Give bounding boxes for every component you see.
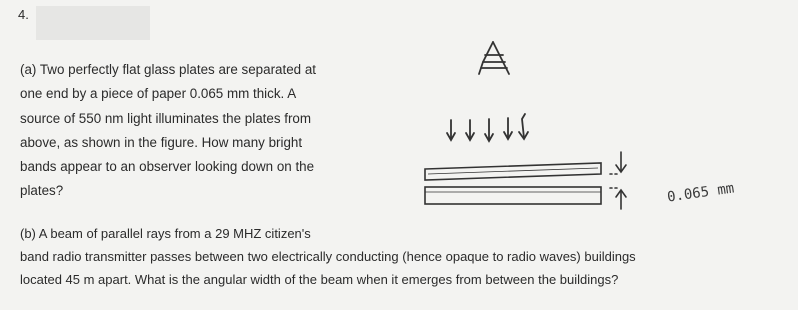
part-a-text bbox=[20, 58, 380, 204]
light-arrow bbox=[466, 120, 474, 140]
redacted-region bbox=[36, 6, 150, 40]
light-arrow bbox=[519, 114, 528, 139]
bottom-glass-plate bbox=[425, 187, 601, 204]
part-a-line: above, as shown in the figure. How many bright bbox=[20, 134, 303, 150]
part-b-line: (b) A beam of parallel rays from a 29 MHZ citizen's bbox=[20, 226, 311, 241]
light-arrow bbox=[447, 120, 455, 140]
question-number: 4. bbox=[18, 7, 29, 22]
part-b-text bbox=[20, 222, 790, 291]
part-a-line: source of 550 nm light illuminates the plates from bbox=[20, 110, 312, 126]
part-b-line: band radio transmitter passes between two electrically conducting (hence opaque to radio waves) buildings bbox=[20, 249, 636, 264]
top-glass-plate bbox=[425, 163, 601, 180]
part-a-line: one end by a piece of paper 0.065 mm thick. A bbox=[20, 86, 297, 102]
light-arrow bbox=[485, 119, 493, 141]
part-a-line: plates? bbox=[20, 183, 64, 199]
part-a-line: bands appear to an observer looking down on the bbox=[20, 159, 315, 175]
part-b-line: located 45 m apart. What is the angular width of the beam when it emerges from between the buildings? bbox=[20, 272, 619, 287]
glass-plate-figure bbox=[395, 22, 790, 222]
thickness-arrows bbox=[610, 152, 626, 209]
light-arrow bbox=[504, 118, 512, 139]
light-source-icon bbox=[479, 42, 509, 74]
incoming-light-arrows bbox=[447, 114, 528, 141]
paper-thickness-label: 0.065 mm bbox=[666, 180, 736, 206]
part-a-line: (a) Two perfectly flat glass plates are separated at bbox=[20, 62, 316, 77]
